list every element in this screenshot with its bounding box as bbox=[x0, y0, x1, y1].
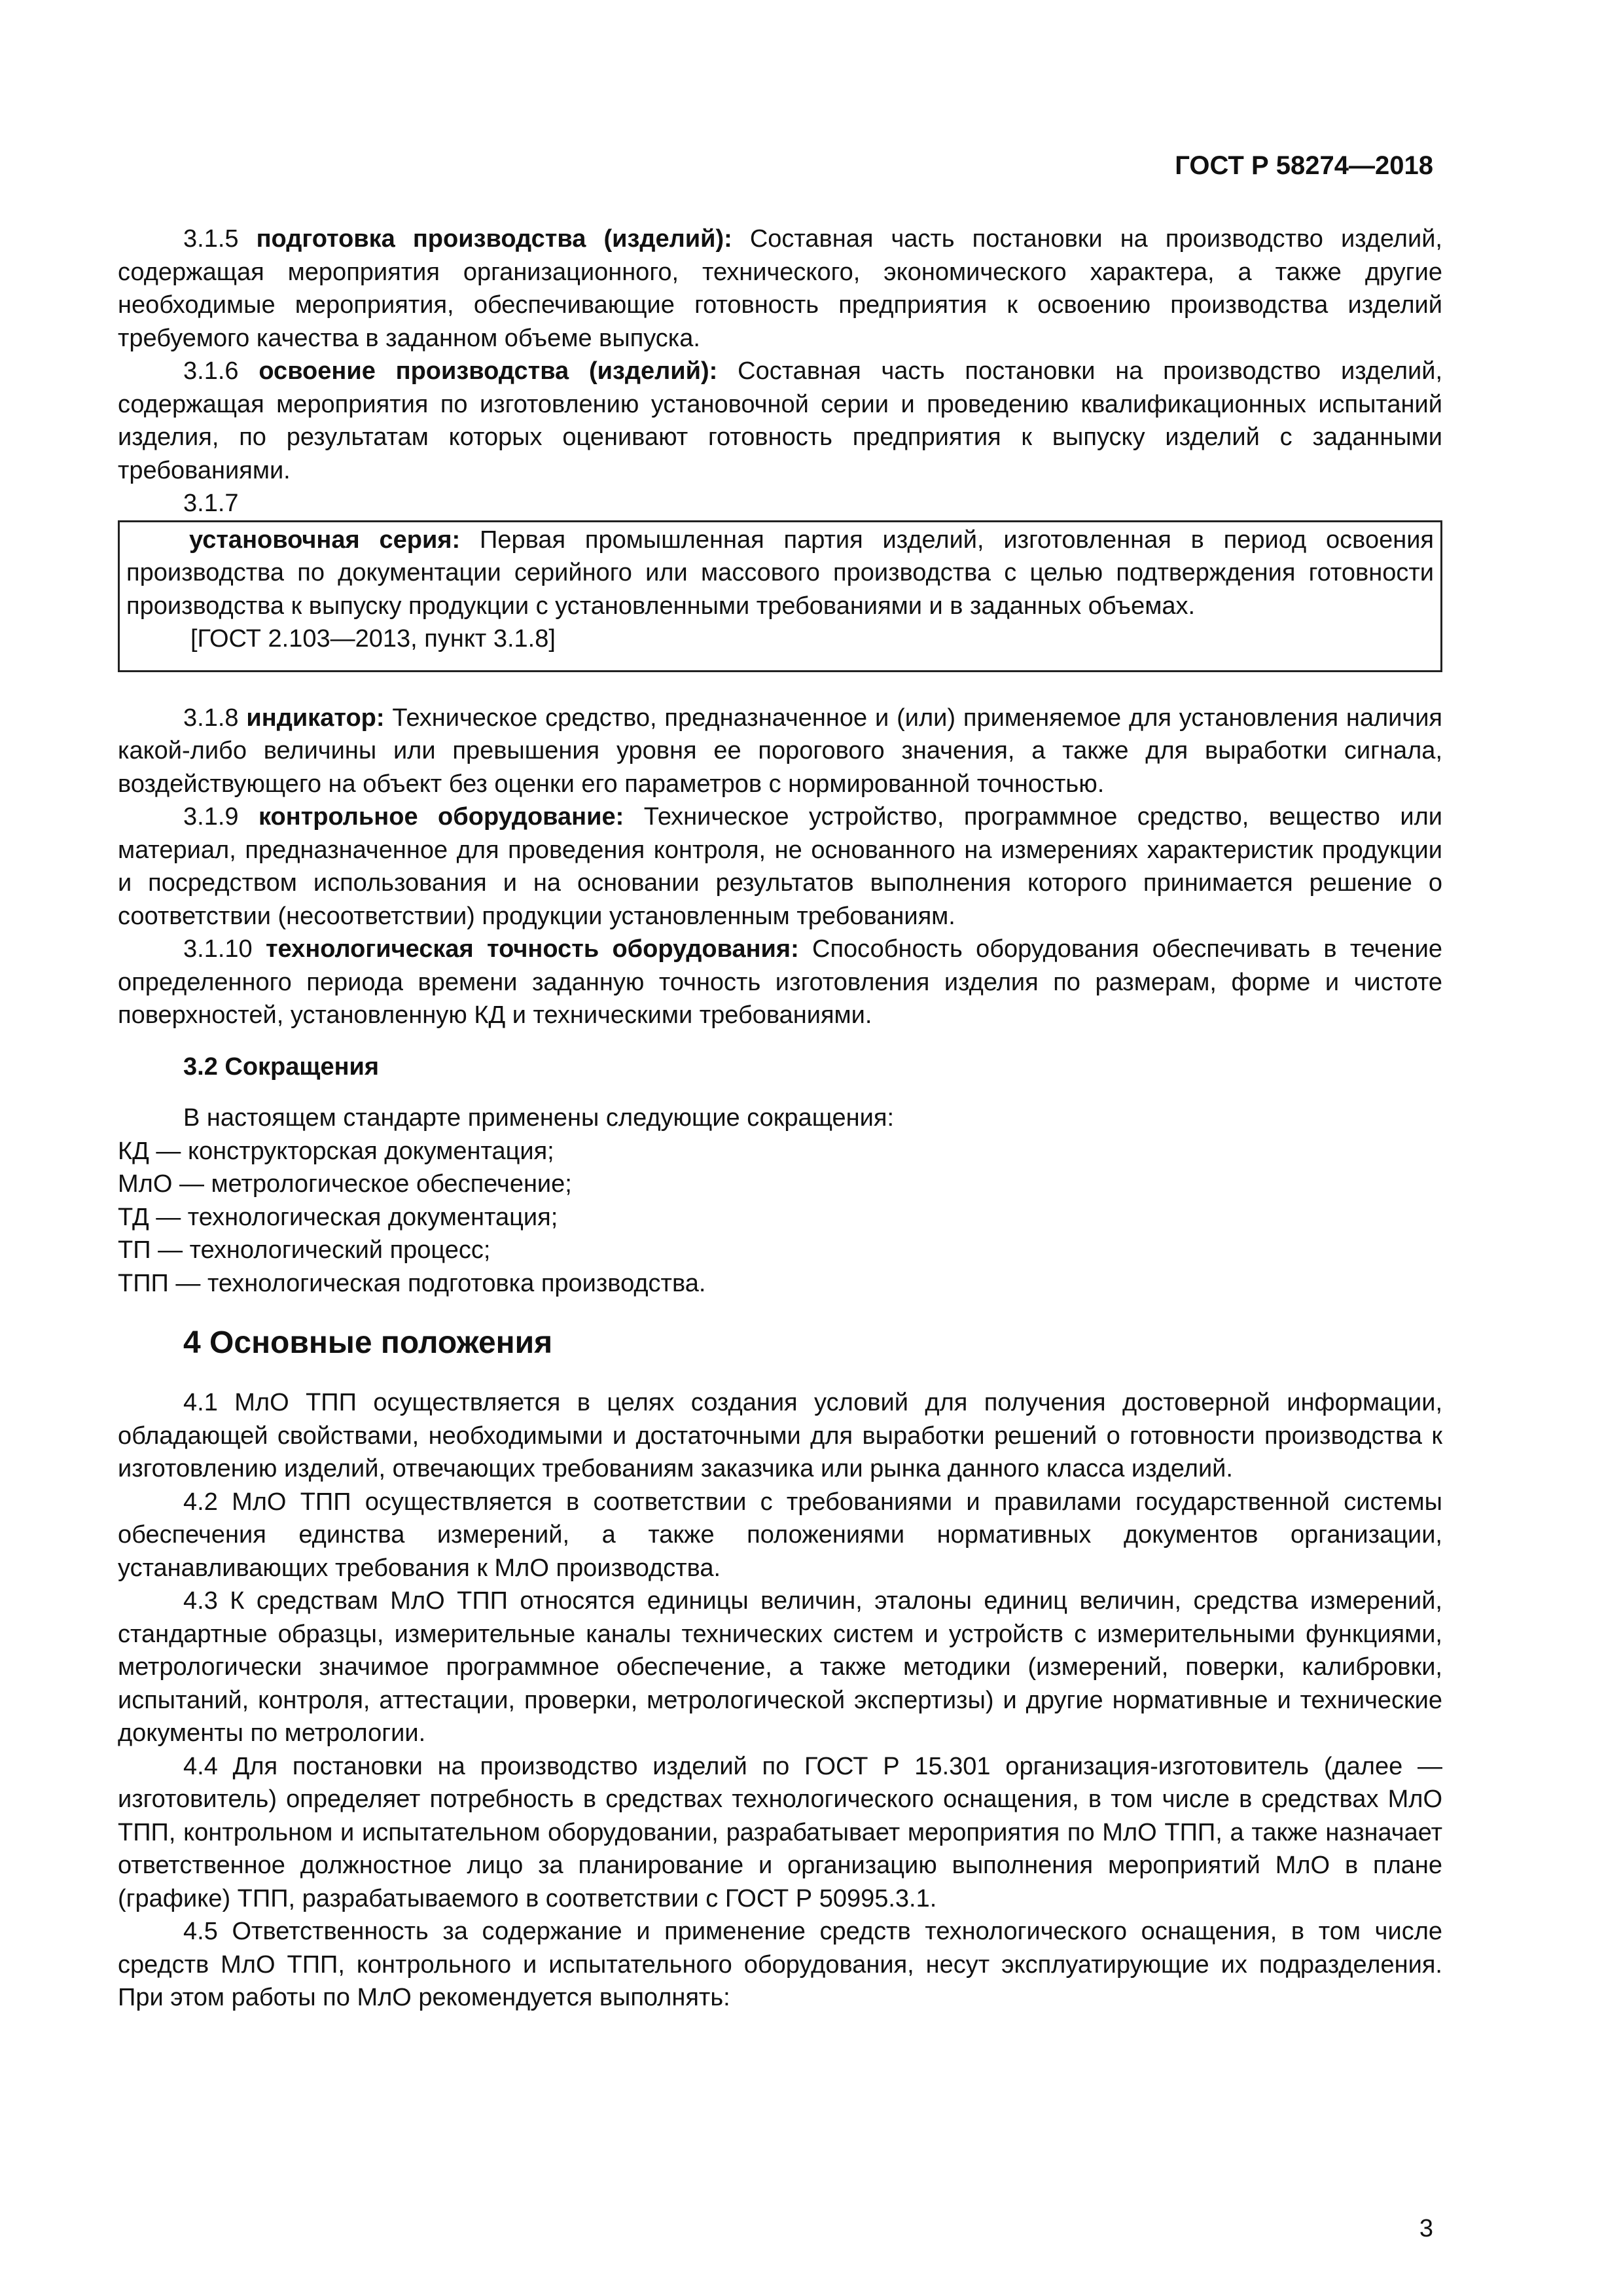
term: технологическая точность оборудования: bbox=[265, 935, 799, 963]
clause-number-3-1-7: 3.1.7 bbox=[183, 490, 239, 517]
paragraph-4-2: 4.2 МлО ТПП осуществляется в соответствии с требованиями и правилами государственной системы обеспечения единства измерений, а также положениями нормативных документов организации, устанавливающих требования к МлО производства. bbox=[118, 1488, 1442, 1582]
abbreviations-intro: В настоящем стандарте применены следующие сокращения: bbox=[183, 1104, 895, 1132]
abbreviation-item: ТД — технологическая документация; bbox=[118, 1203, 558, 1231]
paragraph-4-1: 4.1 МлО ТПП осуществляется в целях создания условий для получения достоверной информации, обладающей свойствами, необходимыми и достаточными для выработки решений о готовности производства к изготовлению изделий, отвечающих требованиям заказчика или рынка данного класса изделий. bbox=[118, 1389, 1442, 1482]
paragraph-4-4: 4.4 Для постановки на производство изделий по ГОСТ Р 15.301 организация-изготовитель (далее — изготовитель) определяет потребность в средствах технологического оснащения, в том числе в средствах МлО ТПП, контрольном и испытательном оборудовании, разрабатывает мероприятия по МлО ТПП, а также назначает ответственное должностное лицо за планирование и организацию выполнения мероприятий МлО в плане (графике) ТПП, разрабатываемого в соответствии с ГОСТ Р 50995.3.1. bbox=[118, 1752, 1442, 1912]
clause-number: 3.1.8 bbox=[183, 704, 239, 732]
subsection-heading: 3.2 Сокращения bbox=[183, 1052, 380, 1081]
document-body bbox=[118, 223, 1442, 2015]
definition-text: Техническое устройство, программное средство, вещество или материал, предназначенное для проведения контроля, не основанного на измерениях характеристик продукции и посредством использования и на основании результатов выполнения которого принимается решение о соответствии (несоответствии) продукции установленным требованиям. bbox=[118, 803, 1442, 930]
definition-text: Составная часть постановки на производство изделий, содержащая мероприятия организационного, технического, экономического характера, а также другие необходимые мероприятия, обеспечивающие готовность предприятия к освоению производства изделий требуемого качества в заданном объеме выпуска. bbox=[118, 225, 1442, 352]
definition-source: [ГОСТ 2.103—2013, пункт 3.1.8] bbox=[190, 625, 556, 653]
paragraph-4-5: 4.5 Ответственность за содержание и применение средств технологического оснащения, в том числе средств МлО ТПП, контрольного и испытательного оборудования, несут эксплуатирующие их подразделения. При этом работы по МлО рекомендуется выполнять: bbox=[118, 1918, 1442, 2011]
abbreviation-item: МлО — метрологическое обеспечение; bbox=[118, 1170, 572, 1198]
term: индикатор: bbox=[246, 704, 385, 732]
definition-3-1-6 bbox=[118, 355, 1442, 487]
definition-3-1-8 bbox=[118, 702, 1442, 801]
page-number: 3 bbox=[1419, 2215, 1433, 2242]
paragraph-4-3: 4.3 К средствам МлО ТПП относятся единицы величин, эталоны единиц величин, средства измерений, стандартные образцы, измерительные каналы технических систем и устройств с измерительными функциями, метрологически значимое программное обеспечение, а также методики (измерений, поверки, калибровки, испытаний, контроля, аттестации, проверки, метрологической экспертизы) и другие нормативные и технические документы по метрологии. bbox=[118, 1587, 1442, 1747]
abbreviation-item: ТПП — технологическая подготовка производства. bbox=[118, 1269, 706, 1297]
term: освоение производства (изделий): bbox=[259, 357, 718, 385]
clause-number: 3.1.6 bbox=[183, 357, 239, 385]
term: установочная серия: bbox=[189, 526, 461, 554]
clause-number: 3.1.5 bbox=[183, 225, 239, 253]
abbreviation-item: ТП — технологический процесс; bbox=[118, 1236, 491, 1264]
definition-3-1-9 bbox=[118, 800, 1442, 933]
definition-text: Способность оборудования обеспечивать в течение определенного периода времени заданную точность изготовления изделия по размерам, форме и чистоте поверхностей, установленную КД и техническими требованиями. bbox=[118, 935, 1442, 1029]
definition-text: Техническое средство, предназначенное и (или) применяемое для установления наличия какой-либо величины или превышения уровня ее порогового значения, а также для выработки сигнала, воздействующего на объект без оценки его параметров с нормированной точностью. bbox=[118, 704, 1442, 798]
clause-number: 3.1.9 bbox=[183, 803, 239, 831]
definition-3-1-10 bbox=[118, 933, 1442, 1032]
clause-number: 3.1.10 bbox=[183, 935, 253, 963]
quoted-definition-box bbox=[118, 520, 1442, 672]
definition-3-1-5 bbox=[118, 223, 1442, 355]
definition-text: Составная часть постановки на производство изделий, содержащая мероприятия по изготовлению установочной серии и проведению квалификационных испытаний изделия, по результатам которых оценивают готовность предприятия к выпуску изделий с заданными требованиями. bbox=[118, 357, 1443, 484]
definition-text: Первая промышленная партия изделий, изготовленная в период освоения производства по документации серийного или массового производства с целью подтверждения готовности производства к выпуску продукции с установленными требованиями и в заданных объемах. bbox=[126, 526, 1434, 620]
term: контрольное оборудование: bbox=[259, 803, 624, 831]
quoted-definition bbox=[126, 524, 1434, 623]
section-heading: 4 Основные положения bbox=[183, 1325, 553, 1360]
standard-designation: ГОСТ Р 58274—2018 bbox=[1175, 151, 1433, 180]
abbreviation-item: КД — конструкторская документация; bbox=[118, 1137, 554, 1165]
term: подготовка производства (изделий): bbox=[256, 225, 732, 253]
